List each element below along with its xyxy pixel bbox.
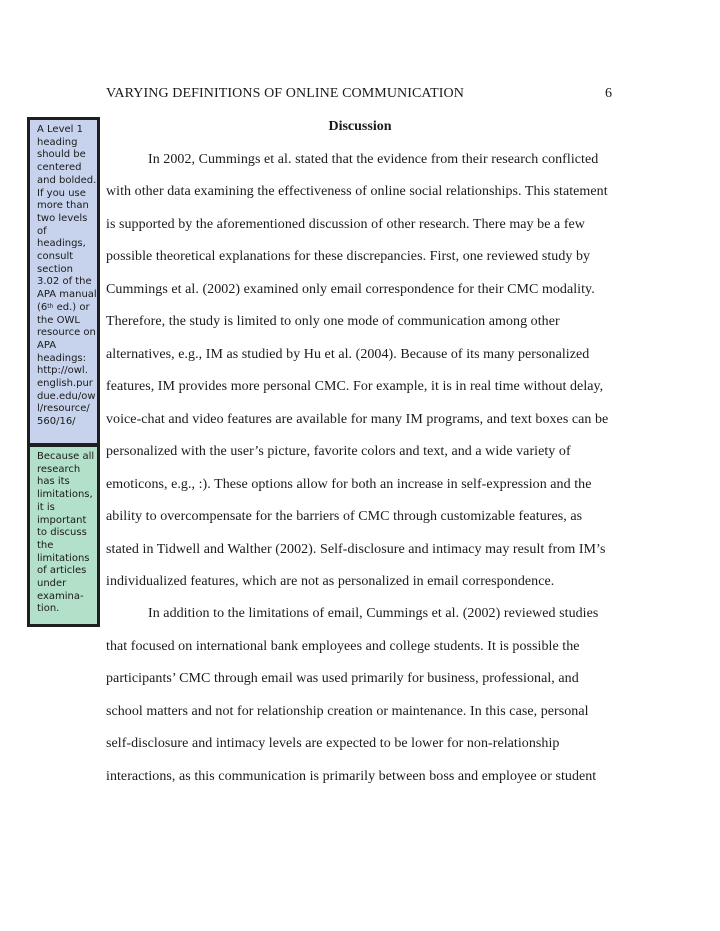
note-line: limitations, [37, 489, 93, 501]
note-link-line: english.pur [37, 378, 93, 390]
body-line: individualized features, which are not as personalized in email correspondence. [106, 574, 555, 589]
note-line: APA manual [37, 289, 97, 301]
body-line: with other data examining the effectiveness of online social relationships. This statement [106, 184, 608, 199]
note-line: headings, [37, 238, 86, 250]
body-line: stated in Tidwell and Walther (2002). Self-disclosure and intimacy may result from IM’s [106, 542, 606, 557]
body-line: participants’ CMC through email was used primarily for business, professional, and [106, 671, 579, 686]
note-line: it is [37, 501, 55, 513]
note-line: limitations [37, 552, 90, 564]
note-line: consult [37, 251, 74, 263]
note-line: the OWL [37, 314, 80, 326]
note-line: important [37, 514, 87, 526]
body-line: emoticons, e.g., :). These options allow for both an increase in self-expression and the [106, 477, 592, 492]
note-line: If you use [37, 187, 86, 199]
note-line: APA [37, 339, 57, 351]
note-link-line: 560/16/ [37, 416, 76, 428]
note-line: of [37, 225, 47, 237]
note-line: resource on [37, 327, 96, 339]
body-line: self-disclosure and intimacy levels are expected to be lower for non-relationship [106, 736, 560, 751]
body-line: personalized with the user’s picture, favorite colors and text, and a wide variety of [106, 444, 571, 459]
note-line: Because all [37, 451, 95, 462]
body-line: that focused on international bank employees and college students. It is possible the [106, 639, 580, 654]
heading-guidance-note [27, 117, 100, 446]
note-line: centered [37, 162, 82, 174]
note-line: to discuss [37, 527, 87, 539]
note-line: 3.02 of the [37, 276, 92, 288]
body-line: In addition to the limitations of email, Cummings et al. (2002) reviewed studies [148, 606, 599, 621]
section-heading-text: Discussion [328, 119, 392, 134]
note-line-edition [37, 302, 97, 315]
note-line: and bolded. [37, 174, 97, 186]
body-line: Therefore, the study is limited to only one mode of communication among other [106, 314, 560, 329]
note-link-line: http://owl. [37, 365, 88, 377]
note-line: heading [37, 136, 78, 148]
note-link-line: due.edu/ow [37, 390, 96, 402]
body-line: ability to overcompensate for the barriers of CMC through customizable features, as [106, 509, 583, 524]
note-link-line: l/resource/ [37, 403, 90, 415]
limitations-note [27, 444, 100, 627]
edition-open: (6 [37, 301, 48, 313]
note-line: of articles [37, 565, 87, 577]
body-line: voice-chat and video features are available for many IM programs, and text boxes can be [106, 412, 609, 427]
note-line: tion. [37, 603, 60, 615]
note-line: the [37, 539, 54, 551]
note-line: research [37, 463, 81, 475]
note-line: should be [37, 149, 86, 161]
running-head: VARYING DEFINITIONS OF ONLINE COMMUNICATION [106, 86, 464, 101]
note-line: section [37, 263, 74, 275]
edition-close: ed.) or [53, 301, 90, 313]
note-line: under [37, 578, 67, 590]
note-line: examina- [37, 590, 84, 602]
body-line: possible theoretical explanations for these discrepancies. First, one reviewed study by [106, 249, 591, 264]
note-line: headings: [37, 352, 87, 364]
note-line: more than [37, 200, 89, 212]
note-line: two levels [37, 212, 88, 224]
body-line: alternatives, e.g., IM as studied by Hu et al. (2004). Because of its many personalized [106, 347, 590, 362]
body-line: is supported by the aforementioned discussion of other research. There may be a few [106, 217, 585, 232]
edition-superscript: th [47, 302, 54, 310]
body-line: In 2002, Cummings et al. stated that the evidence from their research conflicted [148, 152, 599, 167]
section-heading [0, 119, 720, 135]
note-line: has its [37, 476, 70, 488]
body-line: school matters and not for relationship creation or maintenance. In this case, personal [106, 704, 589, 719]
body-line: features, IM provides more personal CMC. For example, it is in real time without delay, [106, 379, 604, 394]
note-line: A Level 1 [37, 124, 83, 135]
body-line: Cummings et al. (2002) examined only email correspondence for their CMC modality. [106, 282, 595, 297]
page-number: 6 [605, 86, 612, 101]
body-line: interactions, as this communication is primarily between boss and employee or student [106, 769, 597, 784]
